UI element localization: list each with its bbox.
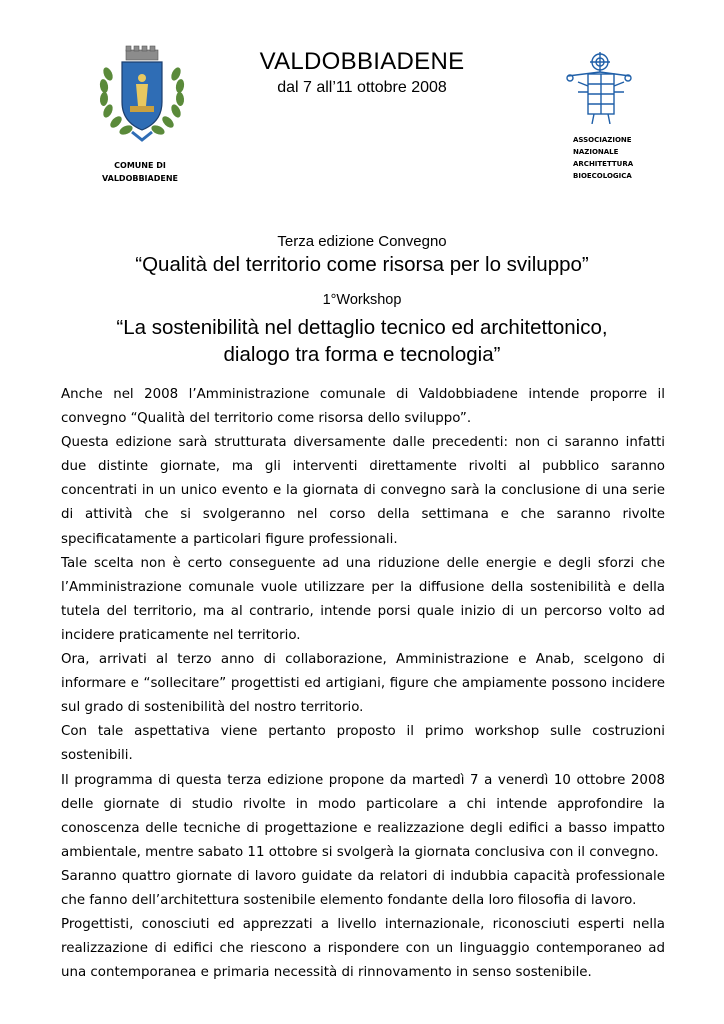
- convegno-title: “Qualità del territorio come risorsa per lo sviluppo”: [135, 253, 589, 276]
- paragraph: Tale scelta non è certo conseguente ad una riduzione delle energie e degli sforzi che l’Amministrazione comunale vuole utilizzare per la diffusione della sostenibilità e della tutela del territorio, ma al contrario, intende porsi quale inizio di un percorso volto ad incidere praticamente nel territorio.: [61, 555, 665, 643]
- paragraph: Con tale aspettativa viene pertanto proposto il primo workshop sulle costruzioni sostenibili.: [61, 724, 665, 764]
- event-dates: dal 7 all’11 ottobre 2008: [277, 79, 447, 96]
- document-title: VALDOBBIADENE: [259, 48, 465, 75]
- assoc-line-3: ARCHITETTURA: [573, 160, 634, 168]
- comune-label: [70, 159, 210, 185]
- paragraph: Il programma di questa terza edizione propone da martedì 7 a venerdì 10 ottobre 2008 delle giornate di studio rivolte in modo particolare a chi intende approfondire la conoscenza delle tecniche di progettazione e realizzazione degli edifici a basso impatto ambientale, mentre sabato 11 ottobre si svolgerà la giornata conclusiva con il convegno.: [61, 772, 665, 860]
- paragraph: Progettisti, conosciuti ed apprezzati a livello internazionale, riconosciuti esperti nella realizzazione di edifici che riescono a rispondere con un linguaggio contemporaneo ad una contemporanea e primaria necessità di rinnovamento in senso sostenibile.: [61, 917, 665, 981]
- edition-heading: Terza edizione Convegno: [277, 233, 447, 250]
- comune-line-2: VALDOBBIADENE: [101, 174, 178, 183]
- comune-line-1: COMUNE DI: [114, 161, 166, 170]
- assoc-line-4: BIOECOLOGICA: [573, 172, 632, 180]
- anab-association-logo: [564, 52, 634, 124]
- workshop-title: [0, 314, 724, 368]
- workshop-title-line-2: dialogo tra forma e tecnologia”: [223, 343, 501, 366]
- assoc-line-1: ASSOCIAZIONE: [573, 136, 632, 144]
- body-text: [61, 383, 665, 985]
- paragraph: Ora, arrivati al terzo anno di collaborazione, Amministrazione e Anab, scelgono di informare e “sollecitare” progettisti ed artigiani, figure che ampiamente possono incidere sul grado di sostenibilità del nostro territorio.: [61, 652, 665, 716]
- workshop-title-line-1: “La sostenibilità nel dettaglio tecnico ed architettonico,: [116, 316, 608, 339]
- paragraph: Questa edizione sarà strutturata diversamente dalle precedenti: non ci saranno infatti due distinte giornate, ma gli interventi direttamente rivolti al pubblico saranno concentrati in un unico evento e la giornata di convegno sarà la conclusione di una serie di attività che si svolgeranno nel corso della settimana e che saranno rivolte specificatamente a particolari figure professionali.: [61, 435, 665, 547]
- association-label: [573, 134, 693, 182]
- paragraph: Anche nel 2008 l’Amministrazione comunale di Valdobbiadene intende proporre il convegno “Qualità del territorio come risorsa dello sviluppo”.: [61, 387, 665, 427]
- workshop-heading: 1°Workshop: [322, 292, 402, 308]
- assoc-line-2: NAZIONALE: [573, 148, 619, 156]
- paragraph: Saranno quattro giornate di lavoro guidate da relatori di indubbia capacità professionale che fanno dell’architettura sostenibile elemento fondante della loro filosofia di lavoro.: [61, 868, 665, 908]
